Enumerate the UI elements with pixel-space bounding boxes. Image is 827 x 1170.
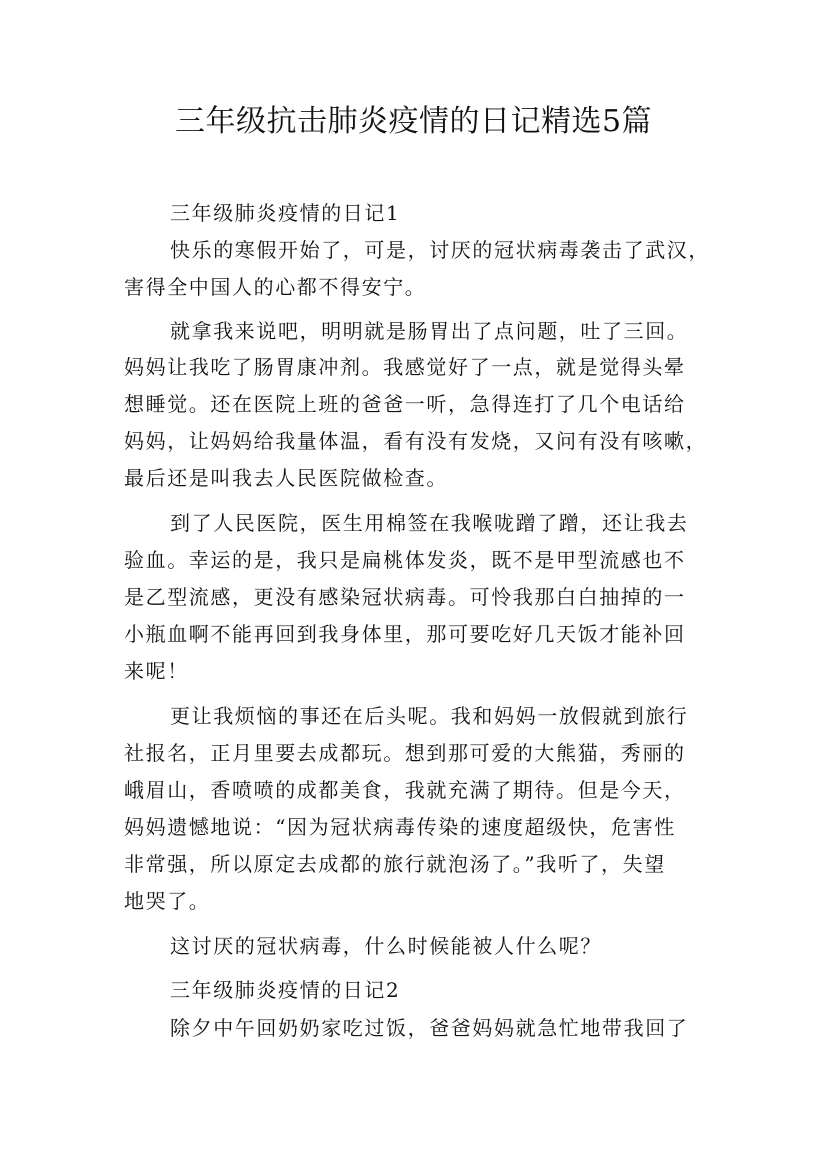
body-line: 非常强，所以原定去成都的旅行就泡汤了。”我听了，失望 (124, 852, 666, 876)
body-line: 妈妈让我吃了肠胃康冲剂。我感觉好了一点，就是觉得头晕 (124, 355, 686, 379)
body-line: 地哭了。 (124, 889, 211, 913)
body-line: 来呢！ (124, 659, 189, 683)
diary-heading-2: 三年级肺炎疫情的日记2 (170, 978, 401, 1002)
body-line: 验血。幸运的是，我只是扁桃体发炎，既不是甲型流感也不 (124, 548, 686, 572)
body-line: 最后还是叫我去人民医院做检查。 (124, 466, 448, 490)
body-line: 妈妈遗憾地说：“因为冠状病毒传染的速度超级快，危害性 (124, 815, 676, 839)
body-line: 想睡觉。还在医院上班的爸爸一听，急得连打了几个电话给 (124, 392, 686, 416)
body-line: 妈妈，让妈妈给我量体温，看有没有发烧，又问有没有咳嗽， (124, 429, 708, 453)
body-line: 更让我烦恼的事还在后头呢。我和妈妈一放假就到旅行 (170, 704, 689, 728)
diary-heading-1: 三年级肺炎疫情的日记1 (170, 201, 401, 225)
body-line: 峨眉山，香喷喷的成都美食，我就充满了期待。但是今天， (124, 778, 686, 802)
body-line: 快乐的寒假开始了，可是，讨厌的冠状病毒袭击了武汉， (170, 238, 710, 262)
body-line: 除夕中午回奶奶家吃过饭，爸爸妈妈就急忙地带我回了 (170, 1016, 689, 1040)
body-line: 到了人民医院，医生用棉签在我喉咙蹭了蹭，还让我去 (170, 511, 689, 535)
body-line: 害得全中国人的心都不得安宁。 (124, 275, 427, 299)
document-title: 三年级抗击肺炎疫情的日记精选5篇 (174, 104, 653, 139)
body-line: 这讨厌的冠状病毒，什么时候能被人什么呢？ (170, 934, 602, 958)
body-line: 社报名，正月里要去成都玩。想到那可爱的大熊猫，秀丽的 (124, 741, 686, 765)
body-line: 小瓶血啊不能再回到我身体里，那可要吃好几天饭才能补回 (124, 622, 686, 646)
body-line: 是乙型流感，更没有感染冠状病毒。可怜我那白白抽掉的一 (124, 585, 686, 609)
body-line: 就拿我来说吧，明明就是肠胃出了点问题，吐了三回。 (170, 319, 689, 343)
